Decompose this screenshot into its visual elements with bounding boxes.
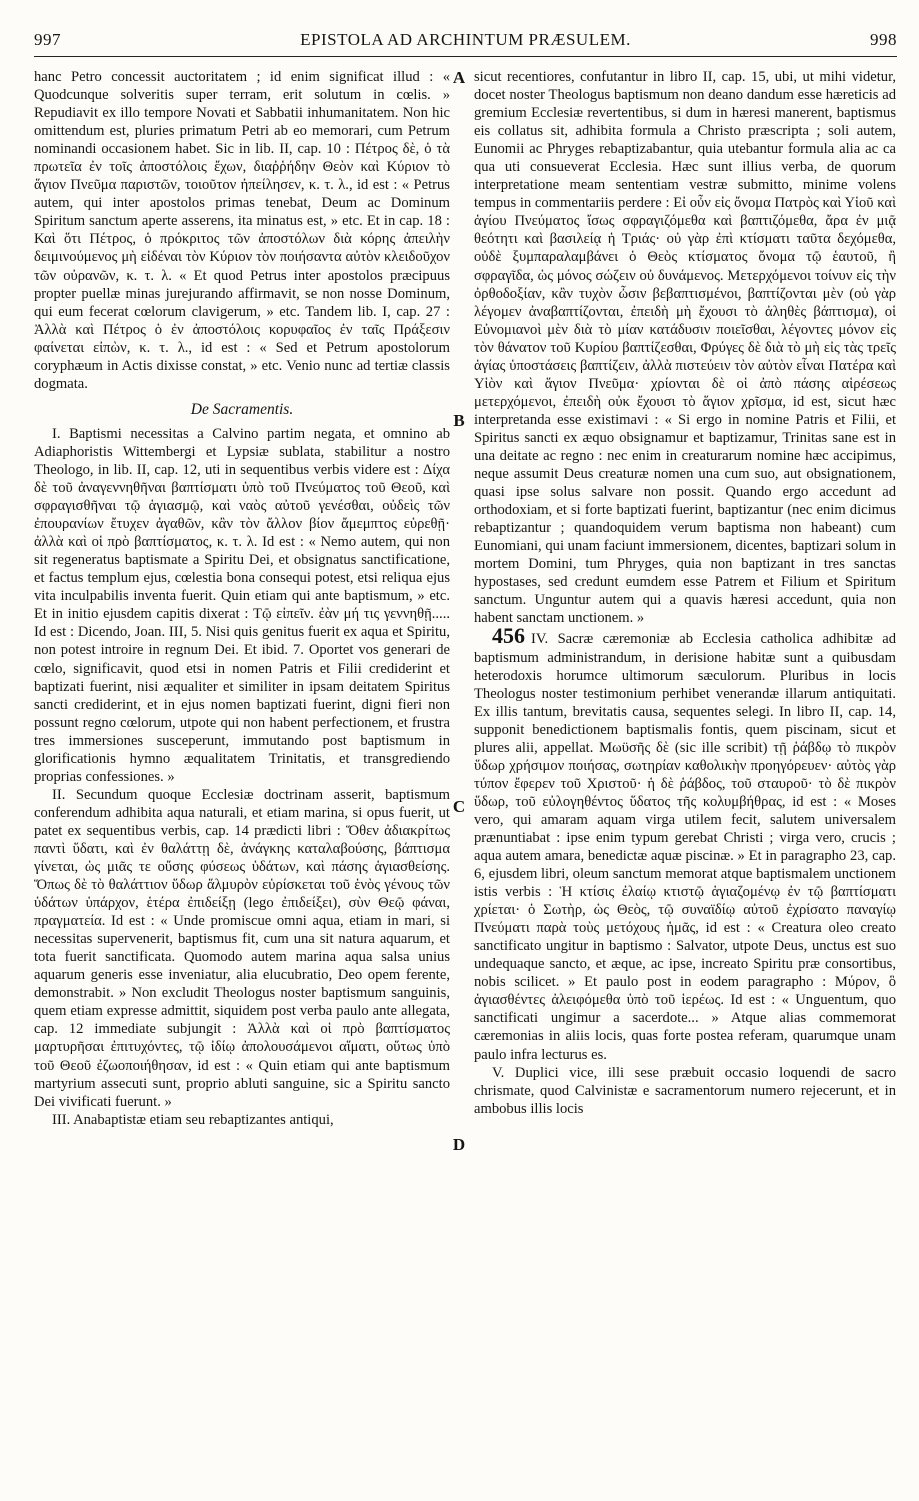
left-paragraph-primacy: hanc Petro concessit auctoritatem ; id enim significat illud : « Quodcunque solveritis super terram, erit solutum in cœlis. » Repudiavit ex illo tempore Novati et Sabbatii inhumanitatem. Non hic omittendum est, pluries primatum Petri ab eo memorari, cum Petrum nominandi occasionem habet. Sic in lib. II, cap. 10 : Πέτρος δὲ, ὁ τὰ πρωτεῖα ἐν τοῖς ἀποστόλοις ἔχων, διαῤῥήδην Θεὸν καὶ Κύριον τὸ ἅγιον Πνεῦμα παριστῶν, τοιοῦτον ἠπείλησεν, κ. τ. λ., id est : « Petrus autem, qui inter apostolos primas tenebat, Deum ac Dominum Spiritum sanctum aperte asserens, ita minatus est, » etc. Et in cap. 18 : Καὶ ὅτι Πέτρος, ὁ πρόκριτος τῶν ἀποστόλων διὰ κόρης ἀπειλὴν δειμινούμενος μὴ εἰδέναι τὸν Κύριον τὸν ποιήσαντα αὐτὸν κλειδοῦχον τῶν οὐρανῶν, κ. τ. λ. « Et quod Petrus inter apostolos præcipuus propter puellæ minas jurejurando affirmavit, se non nosse Dominum, qui eum fecerat cœlorum clavigerum, » etc. Tandem lib. I, cap. 27 : Ἀλλὰ καὶ Πέτρος ὁ ἐν ἀποστόλοις κορυφαῖος ἐν ταῖς Πράξεσιν φαίνεται εἰπὼν, κ. τ. λ., id est : « Sed et Petrum apostolorum coryphæum in Actis dixisse constat, » etc. Venio nunc ad tertiæ classis dogmata. — [34, 69, 450, 392]
left-paragraph-baptism-water: II. Secundum quoque Ecclesiæ doctrinam asserit, baptismum conferendum adhibita aqua naturali, et etiam marina, si opus fuerit, ut patet ex sequentibus verbis, cap. 14 prædicti libri : Ὅθεν ἀδιακρίτως παντὶ ὕδατι, καὶ ἐν θαλάττῃ δὲ, ἀνάγκης καταλαβούσης, βάπτισμα γίνεται, ὡς μιᾶς τε οὔσης φύσεως ὑδάτων, καὶ πάσης ἁγιασθείσης. Ὅπως δὲ τὸ θαλάττιον ὕδωρ ἅλμυρὸν εὑρίσκεται τοῦ ἑνὸς γένους τῶν ὑδάτων ὑπάρχον, ἑτέρα ἐπιδείξῃ (lego ἐπιδείξει), σὺν Θεῷ φάναι, πραγματεία. Id est : « Unde promiscue omni aqua, etiam in mari, si necessitas supervenerit, baptismus fit, cum una sit natura aquarum, et tota fuerit sanctificata. Quomodo autem marina aqua salsa unius aquarum generis esse inveniatur, alia elucubratio, Deo opem ferente, demonstrabit. » Non excludit Theologus noster baptismum sanguinis, quem etiam expresse admittit, siquidem post verba paulo ante allegata, cap. 12 immediate subjungit : Ἀλλὰ καὶ οἱ πρὸ βαπτίσματος μαρτυρῆσαι ἐπιτυχόντες, τῷ ἰδίῳ ἀπολουσάμενοι αἵματι, οὕτως ὑπὸ τοῦ Θεοῦ ἐζωοποιήθησαν, id est : « Quin etiam qui ante baptismum martyrium assecuti sunt, proprio abluti sanguine, sic a Spiritu sancto Dei vivificati fuerunt. » — [34, 786, 450, 1110]
left-page-number: 997 — [34, 30, 61, 49]
right-paragraph-ceremonies-text: IV. Sacræ cæremoniæ ab Ecclesia catholica adhibitæ ad baptismum administrandum, in derisione habitæ sunt a quibusdam heterodoxis horumce ultimorum sæculorum. Pluribus in locis Theologus noster testimonium perhibet venerandæ illarum antiquitati. Ex illis tantum, brevitatis causa, sequentes selegi. In libro II, cap. 14, supponit benedictionem baptismalis fontis, quem piscinam, sicut et plures alii, appellat. Μωϋσῆς δὲ (sic ille scribit) τῇ ῥάβδῳ τὸ πικρὸν ὕδωρ χρήσιμον ποιήσας, σωτηρίαν καθολικὴν προηγόρευεν· αὐτὸς γὰρ τύπον ἔφερεν τοῦ Χριστοῦ· ἡ δὲ ῥάβδος, τοῦ σταυροῦ· τὸ δὲ πικρὸν ὕδωρ, τοῦ εὐλογηθέντος ὕδατος τῆς κολυμβήθρας, id est : « Moses vero, qui amaram aquam virga utilem fecit, salutem universalem prænuntiabat : ipse enim typum gerebat Christi ; virga vero, crucis ; aqua autem amara, benedictæ aquæ piscinæ. » Et in paragrapho 23, cap. 6, ejusdem libri, oleum sanctum memorat atque baptismalem unctionem istis verbis : Ἡ κτίσις ἐλαίῳ κτιστῷ ἁγιαζομένῳ ἐν τῷ βαπτίσματι χρίεται· ὁ Σωτὴρ, ὡς Θεὸς, τῷ συναϊδίῳ αὐτοῦ ἐχρίσατο παναγίῳ Πνεύματι παρὰ τοὺς μετόχους ἡμᾶς, id est : « Creatura oleo creato sanctificato ungitur in baptismo : Salvator, utpote Deus, unctus est suo undequaque sancto, et æque, ac ipse, increato Spiritu præ consortibus, nobis scilicet. » Et paulo post in eodem paragrapho : Μύρον, ὃ ἁγιασθέντες ἀλειφόμεθα ὑπὸ τοῦ ἱερέως. Id est : « Unguentum, quo sanctificati ungimur a sacerdote... » Atque alias commemorat cæremonias in aliis locis, quas forte postea referam, quarumque unam paulo infra lecturus es. — [474, 631, 896, 1063]
left-paragraph-baptism-necessity: I. Baptismi necessitas a Calvino partim negata, et omnino ab Adiaphoristis Wittembergi et Lypsiæ sublata, stabilitur a nostro Theologo, in lib. II, cap. 12, uti in sequentibus verbis videre est : Δίχα δὲ τοῦ ἀναγεννηθῆναι βαπτίσματι ὑπὸ τοῦ Πνεύματος τοῦ Θεοῦ, καὶ σφραγισθῆναι τῷ ἁγιασμῷ, καὶ ναὸς αὐτοῦ γενέσθαι, οὐδεὶς τῶν ἐπουρανίων ἔτυχεν ἀγαθῶν, κἂν τὸν ἄλλον βίον ἄμεμπτος εὑρεθῇ· ἀλλὰ καὶ οἱ πρὸ βαπτίσματος, κ. τ. λ. Id est : « Nemo autem, qui non sit regeneratus baptismate a Spiritu Dei, et obsignatus sanctificatione, et factus templum ejus, cœlestia bona consequi potest, etsi reliqua ejus vita inculpabilis inventa fuerit. Quin etiam qui ante baptismum, » etc. Et in initio ejusdem capitis dixerat : Τῷ εἰπεῖν. ἐὰν μή τις γεννηθῇ..... Id est : Dicendo, Joan. III, 5. Nisi quis genitus fuerit ex aqua et Spiritu, non potest introire in regnum Dei. Et ibid. 7. Oportet vos generari de cœlo, significavit, quod etsi in nomen Patris et Filii crediderint et baptizati fuerint, nisi æqualiter et similiter in ipsam deitatem Spiritus sancti crediderint, et in ejus nomen baptizati fuerint, digni fieri non possunt regno cœlorum, utpote qui non habent perfectionem, et frustra tres immersiones susceperunt, immutando post baptismum in glorificationis hymno æqualitatem Trinitatis, et transgrediendo proprias confessiones. » — [34, 425, 450, 785]
margin-marker-c: C — [452, 797, 466, 816]
left-column — [34, 68, 450, 1129]
right-page-number: 998 — [870, 30, 897, 49]
right-column — [474, 68, 896, 1118]
section-heading-sacraments: De Sacramentis. — [190, 400, 294, 418]
right-paragraph-ceremonies — [474, 623, 896, 1063]
running-title: EPISTOLA AD ARCHINTUM PRÆSULEM. — [300, 30, 631, 49]
margin-marker-b: B — [453, 411, 465, 430]
column-number-456: 456 — [492, 623, 525, 649]
left-paragraph-anabaptists: III. Anabaptistæ etiam seu rebaptizantes antiqui, — [52, 1111, 334, 1128]
margin-marker-a: A — [452, 68, 466, 87]
page-header — [34, 30, 897, 57]
right-paragraph-chrism: V. Duplici vice, illi sese præbuit occasio loquendi de sacro chrismate, quod Calvinistæ e sacramentorum numero rejecerunt, et in ambobus illis locis — [474, 1064, 896, 1117]
margin-marker-d: D — [452, 1135, 466, 1154]
right-paragraph-rebaptism: sicut recentiores, confutantur in libro II, cap. 15, ubi, ut mihi videtur, docet noster Theologus baptismum non deano dandum esse hæreticis ad gremium Ecclesiæ revertentibus, si dum in hæresi manerent, baptismus eis collatus sit, adhibita formula a Christo præscripta ; soli autem, Eunomii ac Phryges rebaptizabantur, quia utebantur formula alia ac ca qua uti consueverat Ecclesia. Hæc sunt illius verba, de quorum interpretatione meam sententiam vestræ submitto, minime volens tempus in commentariis perdere : Εἰ οὖν εἰς ὄνομα Πατρὸς καὶ Υἱοῦ καὶ ἁγίου Πνεύματος ἴσως σφραγιζόμεθα καὶ βαπτιζόμεθα, ἄρα ἐν μιᾷ θεότητι καὶ βασιλείᾳ ἡ Τριάς· οὐ γὰρ ἐπὶ κτίσματι ταῦτα δεχόμεθα, οὐδὲ ξυμπαραλαμβάνει ὁ Θεὸς κτίσματος ὄνομα τῷ ἑαυτοῦ, ἢ σφραγῖδα, ὡς μόνος σώζειν οὐ δυνάμενος. Μετερχόμενοι τοίνυν εἰς τὴν ὀρθοδοξίαν, κἂν τυχὸν ὦσιν βεβαπτισμένοι, βαπτίζονται μὲν (οὐ γὰρ λέγομεν ἀναβαπτίζονται, ἐπειδὴ μὴ ἔχουσι τὸ ἀληθὲς βάπτισμα), οἱ Εὐνομιανοὶ μὲν διὰ τὸ μίαν κατάδυσιν ποιεῖσθαι, λέγοντες μόνον εἰς τὸν θάνατον τοῦ Κυρίου βαπτίζεσθαι, Φρύγες δὲ διὰ τὸ μὴ εἰς τὰς τρεῖς ἁγίας ὑποστάσεις βαπτίζειν, ἀλλὰ πιστεύειν τὸν αὐτὸν εἶναι Πατέρα καὶ Υἱὸν καὶ ἅγιον Πνεῦμα· χρίονται δὲ οἱ ἀπὸ πάσης αἱρέσεως μετερχόμενοι, ἐπειδὴ οὐκ ἔχουσι τὸ ἅγιον χρῖσμα, id est, sicut hæc interpretanda esse existimavi : « Si ergo in nomine Patris et Filii, et Spiritus sancti ex æquo obsignamur et baptizamur, Trinitas sane est in una deitate ac regno : nec enim in creaturarum nomine hæc accipimus, neque assumit Deus creaturæ nomen una cum suo, aut obsignationem, quasi ipse solus salvare non possit. Quando ergo accedunt ad orthodoxiam, et si forte baptizati fuerint, baptizantur (nec enim dicimus rebaptizantur ; quandoquidem verum baptisma non habeant) cum Eunomiani, qui unam faciunt immersionem, dicentes, baptizari solum in mortem Domini, tum Phryges, quia non baptizant in tres sanctas hypostases, sed credunt eumdem esse Patrem et Filium et Spiritum sanctum. Unguntur autem qui a quavis hæresi accedunt, quia non habent sanctam unctionem. » — [474, 69, 896, 627]
